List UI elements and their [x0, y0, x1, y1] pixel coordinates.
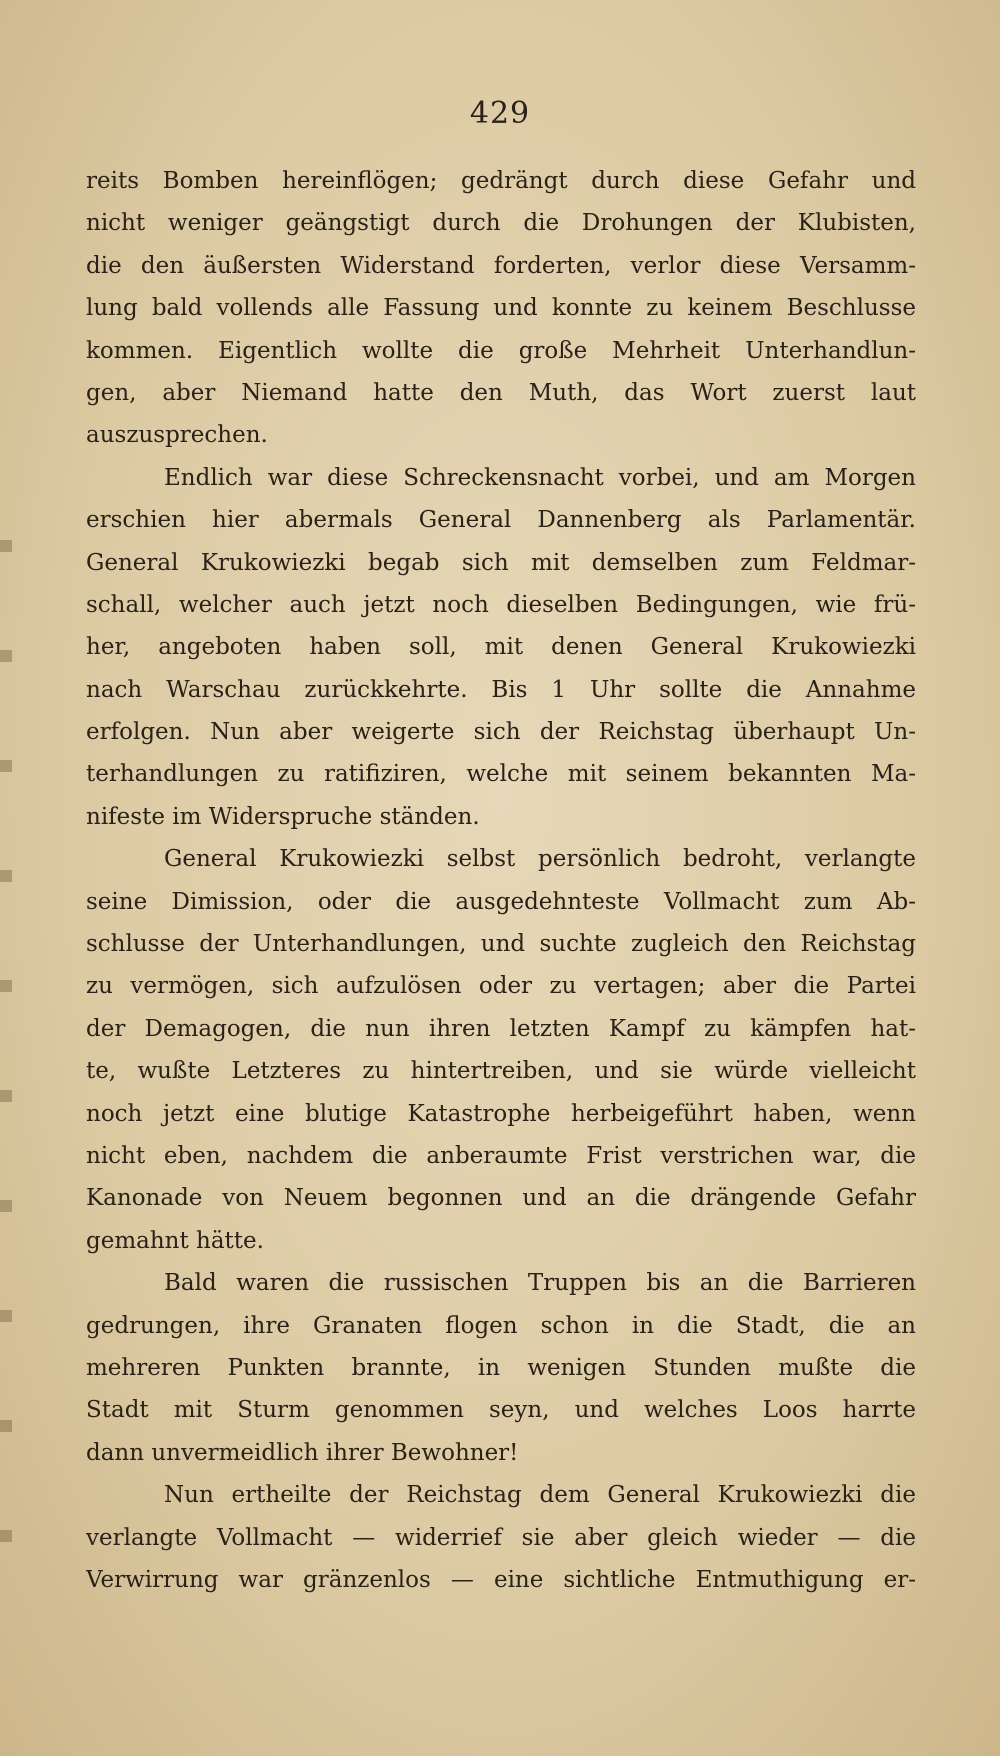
text-line: die den äußersten Widerstand forderten, verlor diese Versamm-	[86, 252, 916, 279]
text-line: dann unvermeidlich ihrer Bewohner!	[86, 1439, 519, 1466]
text-line: erschien hier abermals General Dannenberg als Parlamentär.	[86, 507, 916, 534]
text-line: General Krukowiezki begab sich mit demselben zum Feldmar-	[86, 549, 916, 576]
text-line: terhandlungen zu ratifiziren, welche mit seinem bekannten Ma-	[86, 761, 916, 788]
text-line: General Krukowiezki selbst persönlich bedroht, verlangte	[164, 846, 916, 873]
text-line: gedrungen, ihre Granaten flogen schon in die Stadt, die an	[86, 1312, 916, 1339]
text-line: nifeste im Widerspruche ständen.	[86, 803, 480, 830]
page-number: 429	[469, 96, 531, 131]
text-line: reits Bomben hereinflögen; gedrängt durch diese Gefahr und	[86, 168, 916, 194]
text-line: nicht eben, nachdem die anberaumte Frist verstrichen war, die	[86, 1142, 916, 1169]
text-line: her, angeboten haben soll, mit denen General Krukowiezki	[86, 634, 916, 661]
text-line: kommen. Eigentlich wollte die große Mehrheit Unterhandlun-	[86, 337, 916, 364]
text-line: mehreren Punkten brannte, in wenigen Stunden mußte die	[86, 1354, 916, 1381]
text-line: nach Warschau zurückkehrte. Bis 1 Uhr sollte die Annahme	[86, 676, 916, 703]
text-line: schlusse der Unterhandlungen, und suchte zugleich den Reichstag	[86, 931, 916, 958]
text-line: lung bald vollends alle Fassung und konnte zu keinem Beschlusse	[86, 295, 916, 322]
text-line: noch jetzt eine blutige Katastrophe herbeigeführt haben, wenn	[86, 1100, 916, 1127]
text-line: Endlich war diese Schreckensnacht vorbei, und am Morgen	[164, 464, 916, 491]
text-line: auszusprechen.	[86, 422, 268, 449]
text-line: schall, welcher auch jetzt noch dieselben Bedingungen, wie frü-	[86, 591, 916, 618]
text-line: Bald waren die russischen Truppen bis an die Barrieren	[164, 1270, 916, 1297]
text-line: der Demagogen, die nun ihren letzten Kampf zu kämpfen hat-	[86, 1015, 916, 1042]
page-edge-shadow	[0, 480, 12, 1580]
body-text	[86, 160, 916, 1601]
text-line: Stadt mit Sturm genommen seyn, und welches Loos harrte	[86, 1397, 916, 1424]
text-line: zu vermögen, sich aufzulösen oder zu vertagen; aber die Partei	[86, 973, 916, 1000]
text-line: verlangte Vollmacht — widerrief sie aber gleich wieder — die	[86, 1524, 916, 1551]
text-line: seine Dimission, oder die ausgedehnteste Vollmacht zum Ab-	[86, 888, 916, 915]
text-line: nicht weniger geängstigt durch die Drohungen der Klubisten,	[86, 210, 916, 237]
text-line: Verwirrung war gränzenlos — eine sichtliche Entmuthigung er-	[86, 1566, 916, 1593]
text-line: gemahnt hätte.	[86, 1227, 264, 1254]
text-line: te, wußte Letzteres zu hintertreiben, und sie würde vielleicht	[86, 1058, 916, 1085]
text-line: gen, aber Niemand hatte den Muth, das Wort zuerst laut	[86, 379, 916, 406]
text-line: Kanonade von Neuem begonnen und an die drängende Gefahr	[86, 1185, 916, 1212]
text-line: erfolgen. Nun aber weigerte sich der Reichstag überhaupt Un-	[86, 719, 916, 746]
text-line: Nun ertheilte der Reichstag dem General Krukowiezki die	[164, 1482, 916, 1509]
